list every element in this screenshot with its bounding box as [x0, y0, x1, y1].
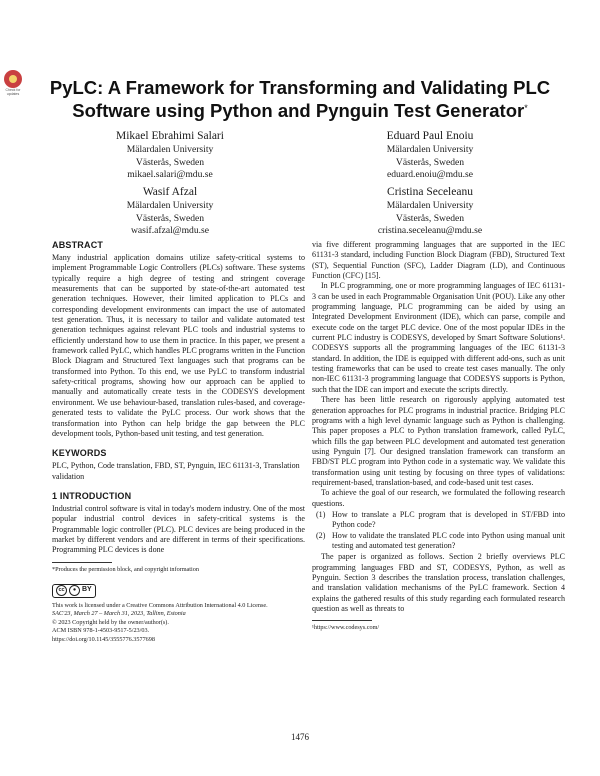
- page-number: 1476: [291, 732, 309, 742]
- title-footnote-mark: *: [524, 103, 528, 113]
- author-location: Västerås, Sweden: [395, 212, 465, 224]
- research-questions-list: [312, 510, 565, 551]
- footnote-divider: [52, 562, 112, 563]
- list-number: (2): [316, 530, 326, 540]
- intro-paragraph-4: To achieve the goal of our research, we formulated the following research questions.: [312, 488, 565, 508]
- keywords-text: PLC, Python, Code translation, FBD, ST, Pynguin, IEC 61131-3, Translation validation: [52, 461, 300, 481]
- conference-info: SAC'23, March 27 – March 31, 2023, Tallinn, Estonia: [52, 610, 186, 618]
- author-card: [50, 129, 290, 182]
- abstract-text: Many industrial application domains utilize safety-critical systems to implement Programmable Logic Controllers (PLCs) software. These systems typically require a high degree of testing and stringent coverage measurements that can be supported by state-of-the-art automated test generation techniques. However, their limited application to PLCs and corresponding development environments can impact the use of automated test generation. Thus, it is necessary to tailor and validate automated test generation techniques against relevant PLC tools and industrial systems to efficiently understand how to use them in practice. In this paper, we present a framework called PyLC, which handles PLC programs written in the Function Block Diagram and Structured Text languages such that programs can be transformed into Python. To this end, we use PyLC to transform industrial safety-critical programs, showing how our approach can be applied to manually and automatically create tests in the CODESYS development environment. We use behaviour-based, translation rules-based, and coverage-generated tests to validate the PyLC process. Our work shows that the transformation into Python can help bridge the gap between the PLC development tools, Python-based unit testing, and test generation.: [52, 253, 305, 438]
- left-column: [52, 240, 305, 645]
- list-number: (1): [316, 509, 326, 519]
- attribution-person-icon: ●: [69, 585, 80, 596]
- badge-label: Check for updates: [5, 88, 21, 96]
- intro-paragraph-2: In PLC programming, one or more programming languages of IEC 61131-3 can be used in each Programmable Organisation Unit (POU). Like any other programming language, PLC programming can be aided by using an Integrated Development Environment (IDE), which can parse, compile and execute code on the target PLC device. One of the most popular IDEs in the current PLC industry is CODESYS, developed by Smart Software Solutions¹. CODESYS supports all the programming languages of the IEC 61131-3 standard. In addition, the IDE is equipped with different add-ons, such as unit testing frameworks that can be used to create test cases manually. The only non-IEC 61131-3 programming language that CODESYS supports is Python, such that the IDE can import and execute the scripts directly.: [312, 281, 565, 394]
- author-email[interactable]: cristina.seceleanu@mdu.se: [377, 225, 483, 237]
- cc-icon: cc: [56, 585, 67, 596]
- license-statement: This work is licensed under a Creative Commons Attribution International 4.0 License.: [52, 601, 268, 609]
- paper-title: [40, 76, 560, 122]
- author-email[interactable]: wasif.afzal@mdu.se: [130, 225, 210, 237]
- intro-paragraph-1: Industrial control software is vital in today's modern industry. One of the most popular industrial control devices in safety-critical systems is the Programmable logic controller (PLC). PLC devices are being produced in the market by different vendors and are different in terms of their specifications. Programming PLC devices is done: [52, 503, 305, 555]
- author-name: Eduard Paul Enoiu: [386, 130, 474, 142]
- doi-link[interactable]: https://doi.org/10.1145/3555776.3577698: [52, 635, 155, 643]
- license-block: [52, 602, 305, 645]
- author-affiliation: Mälardalen University: [386, 200, 474, 211]
- keywords-heading: KEYWORDS: [52, 448, 107, 459]
- isbn-line: ACM ISBN 978-1-4503-9517-5/23/03.: [52, 627, 150, 635]
- list-item: [312, 510, 565, 531]
- introduction-heading: 1 INTRODUCTION: [52, 490, 132, 501]
- list-item: [312, 531, 565, 552]
- author-affiliation: Mälardalen University: [386, 144, 474, 155]
- author-card: [50, 185, 290, 238]
- abstract-heading: ABSTRACT: [52, 240, 104, 250]
- intro-paragraph-1-continued: via five different programming languages that are supported in the IEC 61131-3 standard, including Function Block Diagram (FBD), Structured Text (ST), Sequential Function (SFC), Ladder Diagram (LD), and Continuous Function (CFC) [15].: [312, 240, 565, 281]
- author-location: Västerås, Sweden: [395, 156, 465, 168]
- author-card: [310, 185, 550, 238]
- author-name: Cristina Seceleanu: [387, 186, 473, 198]
- footnote-permission: *Produces the permission block, and copyright information: [52, 565, 199, 573]
- crossmark-icon: [4, 70, 22, 88]
- cc-license-badge[interactable]: [52, 584, 305, 598]
- intro-paragraph-3: There has been little research on rigorously applying automated test generation approaches for PLC programs in industrial practice. Bridging PLC programs with a high level dynamic language such as Python is challenging. This paper proposes a PLC to Python translation framework, called PyLC, which fills the gap between PLC development and automated test generation using Pynguin [7]. Our designed translation framework can transform an FBD/ST PLC program into Python code in a systematic way. We validate this transformation using unit testing by focusing on three types of validations: requirement-based, translation-based, and code-based unit test cases.: [312, 395, 565, 487]
- list-text: How to validate the translated PLC code into Python using manual unit testing and automated test generation?: [332, 530, 565, 550]
- author-email[interactable]: mikael.salari@mdu.se: [127, 169, 213, 181]
- copyright-line: © 2023 Copyright held by the owner/author(s).: [52, 618, 169, 626]
- footnote-divider: [312, 620, 372, 621]
- check-for-updates-badge[interactable]: [2, 70, 24, 96]
- footnote-codesys-url[interactable]: ¹https://www.codesys.com/: [312, 624, 380, 632]
- cc-logo: [52, 584, 96, 598]
- author-affiliation: Mälardalen University: [126, 144, 214, 155]
- right-column: [312, 240, 565, 632]
- author-affiliation: Mälardalen University: [126, 200, 214, 211]
- intro-paragraph-5: The paper is organized as follows. Section 2 briefly overviews PLC programming languages FBD and ST, CODESYS, Python, as well as Pynguin. Section 3 describes the translation process, translation challenges, and translation validation mechanisms of the PyLC framework. Section 4 explains the gathered results of this study regarding each formulated research question as well as threats to: [312, 552, 565, 614]
- title-line-1: PyLC: A Framework for Transforming and Validating PLC: [49, 77, 551, 98]
- author-location: Västerås, Sweden: [135, 212, 205, 224]
- list-text: How to translate a PLC program that is developed in ST/FBD into Python code?: [332, 509, 565, 530]
- author-name: Mikael Ebrahimi Salari: [116, 130, 224, 142]
- title-line-2: Software using Python and Pynguin Test Generator: [72, 100, 525, 121]
- author-email[interactable]: eduard.enoiu@mdu.se: [386, 169, 474, 181]
- author-card: [310, 129, 550, 182]
- author-location: Västerås, Sweden: [135, 156, 205, 168]
- author-name: Wasif Afzal: [142, 186, 198, 198]
- cc-by-label: BY: [82, 586, 92, 594]
